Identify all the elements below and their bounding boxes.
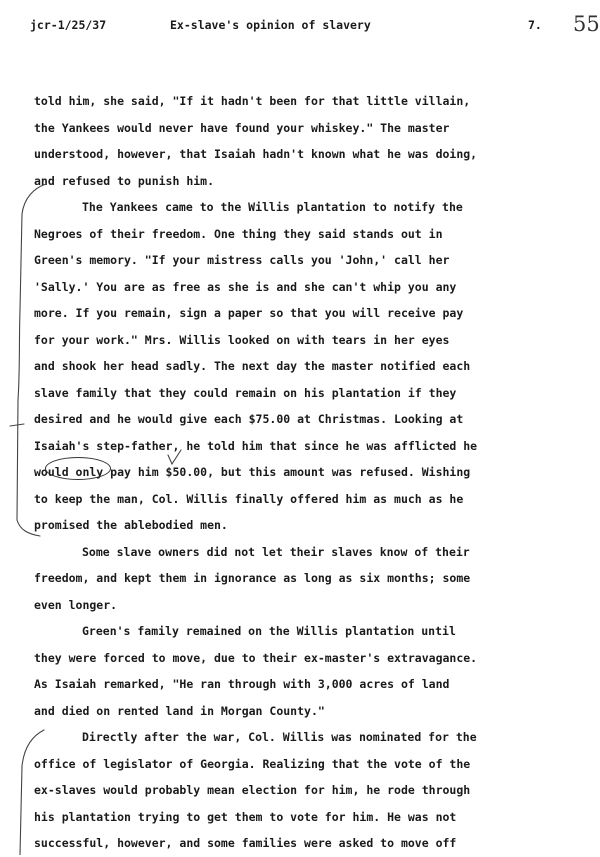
- text-line: his plantation trying to get them to vote for him. He was not: [34, 809, 457, 824]
- text-line: The Yankees came to the Willis plantation to notify the: [82, 200, 463, 214]
- text-line: even longer.: [34, 597, 118, 612]
- body-text: [34, 88, 554, 857]
- header-title: Ex-slave's opinion of slavery: [170, 18, 371, 32]
- text-line: told him, she said, "If it hadn't been for that little villain,: [34, 94, 471, 108]
- text-line: and died on rented land in Morgan County.": [34, 703, 325, 718]
- text-line: the Yankees would never have found your whiskey." The master: [34, 120, 450, 135]
- text-line: they were forced to move, due to their ex-master's extravagance.: [34, 650, 478, 665]
- text-line: promised the ablebodied men.: [34, 518, 228, 532]
- typed-page-number: 7.: [528, 18, 542, 32]
- text-line: 'Sally.' You are as free as she is and she can't whip you any: [34, 279, 457, 294]
- page-header: [30, 12, 600, 38]
- text-line: more. If you remain, sign a paper so that you will receive pay: [34, 306, 464, 320]
- text-line: slave family that they could remain on his plantation if they: [34, 385, 457, 400]
- text-line: Green's memory. "If your mistress calls you 'John,' call her: [34, 253, 450, 267]
- text-line: would only pay him $50.00, but this amount was refused. Wishing: [34, 465, 471, 479]
- text-line: Some slave owners did not let their slaves know of their: [82, 544, 470, 559]
- handwritten-circle-mark: [45, 457, 111, 480]
- text-line: for your work." Mrs. Willis looked on with tears in her eyes: [34, 332, 450, 347]
- text-line: to keep the man, Col. Willis finally offered him as much as he: [34, 491, 464, 506]
- text-line: Isaiah's step-father, he told him that since he was afflicted he: [34, 438, 478, 453]
- text-line: successful, however, and some families were asked to move off: [34, 836, 457, 850]
- text-line: understood, however, that Isaiah hadn't known what he was doing,: [34, 147, 478, 161]
- text-line: Directly after the war, Col. Willis was nominated for the: [82, 730, 477, 744]
- text-line: office of legislator of Georgia. Realizing that the vote of the: [34, 756, 471, 771]
- handwritten-page-number: 55: [573, 12, 600, 36]
- text-line: desired and he would give each $75.00 at Christmas. Looking at: [34, 412, 464, 426]
- text-line: As Isaiah remarked, "He ran through with 3,000 acres of land: [34, 677, 450, 691]
- text-line: freedom, and kept them in ignorance as long as six months; some: [34, 571, 471, 585]
- text-line: and refused to punish him.: [34, 173, 215, 188]
- text-line: ex-slaves would probably mean election for him, he rode through: [34, 783, 471, 797]
- text-line: and shook her head sadly. The next day the master notified each: [34, 359, 471, 373]
- document-reference: jcr-1/25/37: [30, 18, 107, 32]
- text-line: Negroes of their freedom. One thing they said stands out in: [34, 226, 443, 241]
- text-line: Green's family remained on the Willis plantation until: [82, 624, 456, 638]
